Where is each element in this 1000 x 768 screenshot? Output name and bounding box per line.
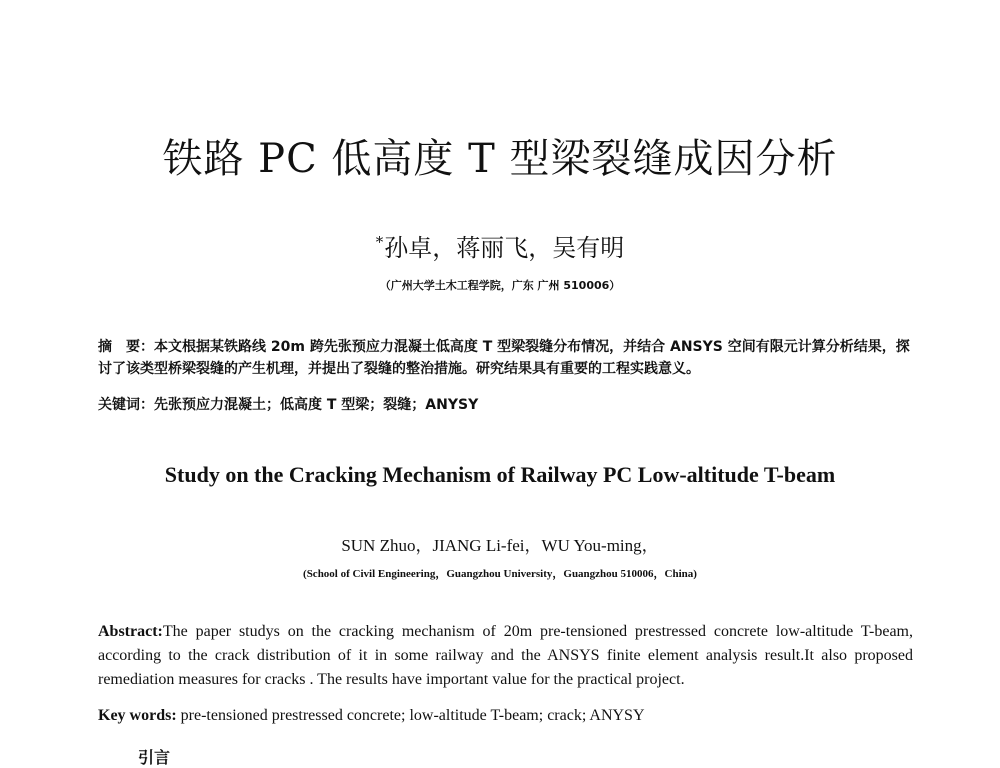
english-authors: SUN Zhuo，JIANG Li-fei，WU You-ming， [341, 536, 659, 555]
english-abstract-label: Abstract: [98, 623, 163, 640]
chinese-keywords-label: 关键词： [98, 397, 154, 413]
chinese-abstract-text: 本文根据某铁路线 20m 跨先张预应力混凝土低高度 T 型梁裂缝分布情况，并结合 ANSYS 空间有限元计算分析结果，探讨了该类型桥梁裂缝的产生机理，并提出了裂缝的整治措施。研究结果具有重要的工程实践意义。 [98, 339, 910, 377]
chinese-authors: 孙卓，蒋丽飞，吴有明 [384, 234, 625, 262]
english-keywords-label: Key words: [98, 707, 177, 724]
chinese-keywords-text: 先张预应力混凝土；低高度 T 型梁；裂缝；ANYSY [154, 397, 479, 413]
chinese-authors-line [0, 226, 1000, 264]
chinese-title: 铁路 PC 低高度 T 型梁裂缝成因分析 [162, 136, 838, 182]
chinese-affiliation: （广州大学土木工程学院，广东 广州 510006） [379, 279, 621, 292]
english-abstract [98, 620, 913, 692]
english-keywords [98, 704, 645, 728]
chinese-abstract [98, 336, 918, 380]
english-affiliation: (School of Civil Engineering，Guangzhou University，Guangzhou 510006，China) [303, 568, 697, 580]
corresponding-author-mark: * [375, 233, 384, 251]
english-title: Study on the Cracking Mechanism of Railway PC Low-altitude T-beam [164, 462, 836, 487]
english-abstract-text: The paper studys on the cracking mechanism of 20m pre-tensioned prestressed concrete low-altitude T-beam, according to the crack distribution of it in some railway and the ANSYS finite element analysis result.It also proposed remediation measures for cracks . The results have important value for the practical project. [98, 623, 913, 688]
chinese-keywords [98, 395, 478, 415]
english-keywords-text: pre-tensioned prestressed concrete; low-altitude T-beam; crack; ANYSY [176, 707, 645, 724]
chinese-abstract-label: 摘 要： [98, 339, 154, 355]
next-section-heading-fragment: 引言 [138, 748, 171, 767]
